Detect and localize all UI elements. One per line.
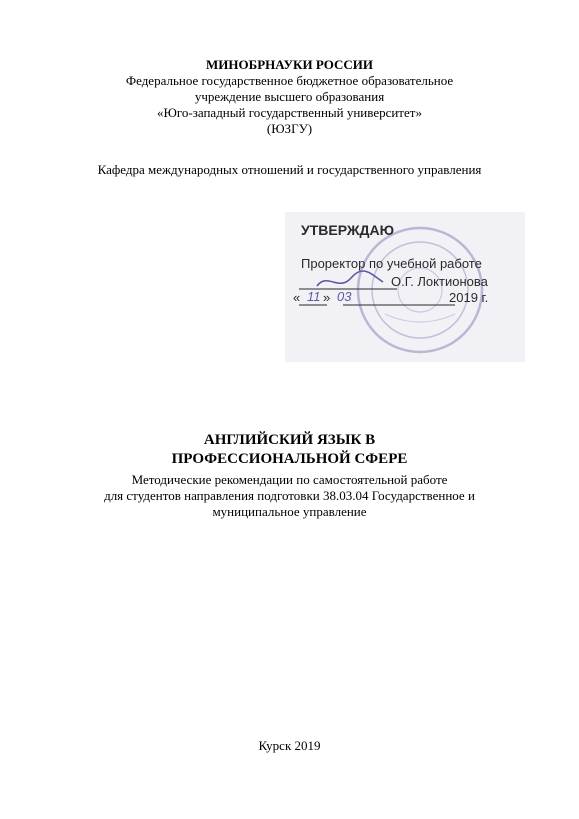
subtitle-line-3: муниципальное управление [212, 504, 367, 519]
date-open-quote: « [293, 290, 301, 305]
approval-position: Проректор по учебной работе [301, 256, 482, 271]
date-close-quote: » [323, 290, 331, 305]
institution-line-1: Федеральное государственное бюджетное образовательное [125, 73, 454, 88]
department-name: Кафедра международных отношений и государственного управления [97, 162, 482, 177]
subtitle-line-1: Методические рекомендации по самостоятельной работе [131, 472, 448, 487]
city-year: Курск 2019 [258, 738, 321, 753]
date-underline [299, 304, 457, 308]
institution-line-2: учреждение высшего образования [194, 89, 385, 104]
university-name: «Юго-западный государственный университет» [157, 105, 422, 120]
subtitle-line-2: для студентов направления подготовки 38.03.04 Государственное и [104, 488, 475, 503]
date-year: 2019 г. [449, 290, 489, 305]
approval-name: О.Г. Локтионова [391, 274, 488, 289]
title-line-1: АНГЛИЙСКИЙ ЯЗЫК В [203, 432, 376, 448]
ministry-name: МИНОБРНАУКИ РОССИИ [206, 57, 373, 72]
approval-stamp [285, 212, 525, 362]
date-day: 11 [307, 289, 321, 304]
title-line-2: ПРОФЕССИОНАЛЬНОЙ СФЕРЕ [171, 451, 408, 467]
approval-heading: УТВЕРЖДАЮ [301, 222, 395, 238]
date-month: 03 [337, 289, 352, 304]
university-abbr: (ЮЗГУ) [266, 121, 313, 136]
